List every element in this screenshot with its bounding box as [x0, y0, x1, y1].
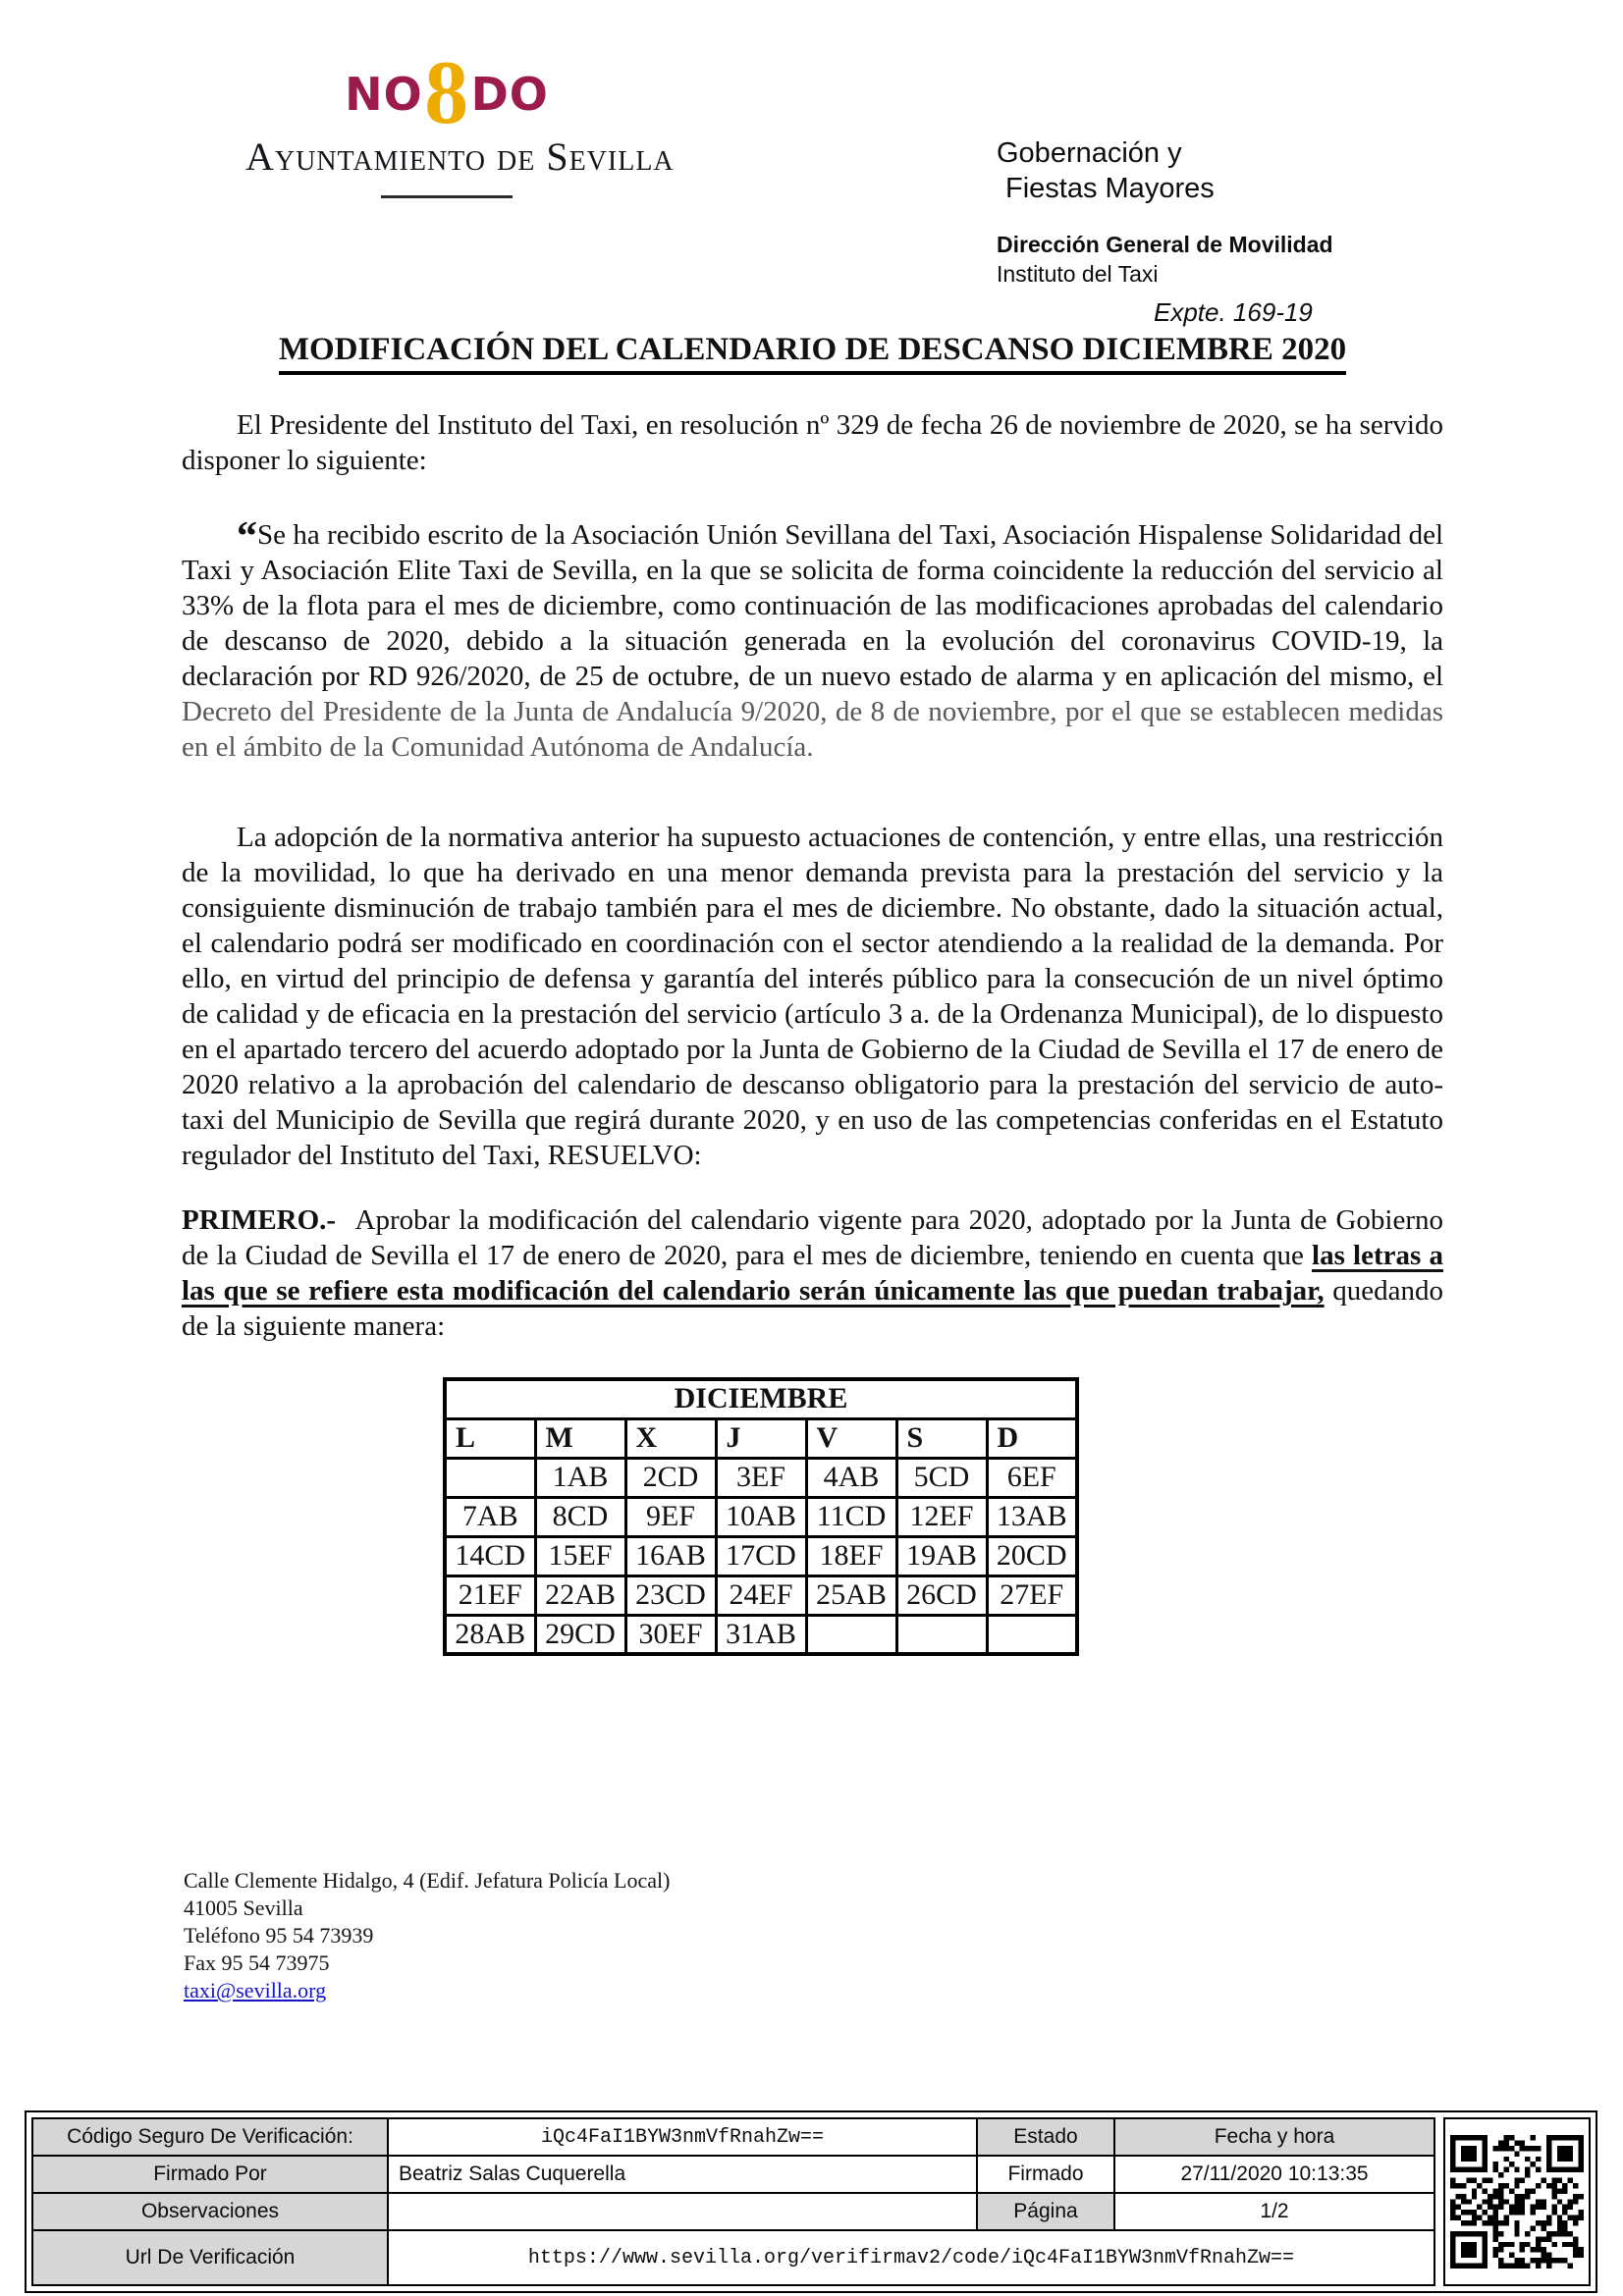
calendar-cell: 3EF	[716, 1458, 806, 1497]
calendar-cell: 24EF	[716, 1575, 806, 1615]
calendar-cell: 11CD	[806, 1497, 896, 1536]
primero-emphasis: las letras a las que se refiere esta modificación del calendario serán únicamente las que puedan trabajar,	[182, 1240, 1443, 1307]
calendar-cell: 22AB	[535, 1575, 625, 1615]
quote-text: Se ha recibido escrito de la Asociación Unión Sevillana del Taxi, Asociación Hispalense Solidaridad del Taxi y Asociación Elite Taxi de Sevilla, en la que se solicita de forma coincidente la reducción del servicio al 33% de la flota para el mes de diciembre, como continuación de las modificaciones aprobadas del calendario de descanso de 2020, debido a la situación generada en la evolución del coronavirus COVID-19, la declaración por RD 926/2020, de 25 de octubre, de un nuevo estado de alarma y en aplicación del mismo, el	[182, 519, 1443, 692]
address-street: Calle Clemente Hidalgo, 4 (Edif. Jefatura Policía Local)	[184, 1868, 671, 1893]
day-header-J: J	[716, 1418, 806, 1458]
calendar-cell	[896, 1615, 987, 1654]
primero-label: PRIMERO.-	[182, 1204, 337, 1236]
nosdo-madeja-icon: 8	[423, 46, 470, 142]
calendar-day-header-row	[445, 1418, 1077, 1458]
verification-row	[32, 2118, 1434, 2156]
fecha-hora-value: 27/11/2020 10:13:35	[1114, 2156, 1434, 2193]
observaciones-value	[388, 2193, 977, 2230]
calendar-cell: 23CD	[625, 1575, 716, 1615]
direction-general: Dirección General de Movilidad	[997, 232, 1333, 257]
calendar-cell: 29CD	[535, 1615, 625, 1654]
nosdo-no: NO	[345, 68, 423, 121]
calendar-cell: 2CD	[625, 1458, 716, 1497]
day-header-X: X	[625, 1418, 716, 1458]
intro-paragraph: El Presidente del Instituto del Taxi, en resolución nº 329 de fecha 26 de noviembre de 2020, se ha servido disponer lo siguiente:	[182, 409, 1443, 476]
calendar-month-title: DICIEMBRE	[445, 1379, 1077, 1418]
calendar-cell: 1AB	[535, 1458, 625, 1497]
calendar-cell: 30EF	[625, 1615, 716, 1654]
calendar-cell: 6EF	[987, 1458, 1077, 1497]
verification-row	[32, 2193, 1434, 2230]
december-calendar-table	[443, 1377, 1079, 1656]
day-header-S: S	[896, 1418, 987, 1458]
logo-rule	[381, 195, 513, 198]
calendar-cell: 26CD	[896, 1575, 987, 1615]
csv-value: iQc4FaI1BYW3nmVfRnahZw==	[388, 2118, 977, 2156]
estado-value: Firmado	[977, 2156, 1114, 2193]
quote-paragraph	[182, 514, 1443, 765]
calendar-cell: 4AB	[806, 1458, 896, 1497]
calendar-cell: 20CD	[987, 1536, 1077, 1575]
signature-verification-strip	[25, 2110, 1597, 2293]
document-body	[182, 332, 1443, 1656]
day-header-L: L	[445, 1418, 535, 1458]
address-phone: Teléfono 95 54 73939	[184, 1923, 374, 1948]
day-header-D: D	[987, 1418, 1077, 1458]
calendar-week-row	[445, 1458, 1077, 1497]
primero-text-after: quedando de la siguiente manera:	[182, 1275, 1444, 1342]
calendar-title-row	[445, 1379, 1077, 1418]
primero-text-before: Aprobar la modificación del calendario vigente para 2020, adoptado por la Junta de Gobierno de la Ciudad de Sevilla el 17 de enero de 2020, para el mes de diciembre, teniendo en cuenta que	[182, 1204, 1443, 1271]
nosdo-emblem-icon	[245, 46, 648, 142]
calendar-cell: 13AB	[987, 1497, 1077, 1536]
department-name-line1: Gobernación y	[997, 137, 1182, 169]
pagina-value: 1/2	[1114, 2193, 1434, 2230]
calendar-cell: 25AB	[806, 1575, 896, 1615]
calendar-week-row	[445, 1575, 1077, 1615]
normativa-paragraph: La adopción de la normativa anterior ha supuesto actuaciones de contención, y entre ellas, una restricción de la movilidad, lo que ha derivado en una menor demanda prevista para la prestación del servicio y la consiguiente disminución de trabajo también para el mes de diciembre. No obstante, dado la situación actual, el calendario podrá ser modificado en coordinación con el sector atendiendo a la realidad de la demanda. Por ello, en virtud del principio de defensa y garantía del interés público para la consecución de un nivel óptimo de calidad y de eficacia en la prestación del servicio (artículo 3 a. de la Ordenanza Municipal), de lo dispuesto en el apartado tercero del acuerdo adoptado por la Junta de Gobierno de la Ciudad de Sevilla el 17 de enero de 2020 relativo a la aprobación del calendario de descanso obligatorio para la prestación del servicio de auto-taxi del Municipio de Sevilla que regirá durante 2020, y en uso de las competencias conferidas en el Estatuto regulador del Instituto del Taxi, RESUELVO:	[182, 822, 1443, 1171]
calendar-cell: 15EF	[535, 1536, 625, 1575]
calendar-cell: 12EF	[896, 1497, 987, 1536]
url-label: Url De Verificación	[32, 2230, 388, 2285]
calendar-cell: 21EF	[445, 1575, 535, 1615]
calendar-cell	[987, 1615, 1077, 1654]
pagina-label: Página	[977, 2193, 1114, 2230]
estado-label: Estado	[977, 2118, 1114, 2156]
opening-quote-mark: “	[237, 514, 257, 560]
verification-table	[31, 2117, 1435, 2286]
calendar-cell: 9EF	[625, 1497, 716, 1536]
document-title: MODIFICACIÓN DEL CALENDARIO DE DESCANSO DICIEMBRE 2020	[182, 332, 1443, 368]
calendar-cell: 19AB	[896, 1536, 987, 1575]
calendar-cell: 16AB	[625, 1536, 716, 1575]
calendar-cell: 5CD	[896, 1458, 987, 1497]
firmado-por-label: Firmado Por	[32, 2156, 388, 2193]
observaciones-label: Observaciones	[32, 2193, 388, 2230]
expediente-number: Expte. 169-19	[1154, 297, 1313, 327]
calendar-cell: 10AB	[716, 1497, 806, 1536]
calendar-cell: 27EF	[987, 1575, 1077, 1615]
quote-text-decree: Decreto del Presidente de la Junta de Andalucía 9/2020, de 8 de noviembre, por el que se establecen medidas en el ámbito de la Comunidad Autónoma de Andalucía.	[182, 696, 1443, 763]
calendar-week-row	[445, 1615, 1077, 1654]
calendar-cell	[445, 1458, 535, 1497]
day-header-M: M	[535, 1418, 625, 1458]
department-name-line2: Fiestas Mayores	[1005, 173, 1215, 204]
url-value: https://www.sevilla.org/verifirmav2/code/iQc4FaI1BYW3nmVfRnahZw==	[388, 2230, 1434, 2285]
calendar-cell	[806, 1615, 896, 1654]
sevilla-city-logo	[245, 46, 675, 198]
calendar-week-row	[445, 1497, 1077, 1536]
calendar-cell: 31AB	[716, 1615, 806, 1654]
calendar-week-row	[445, 1536, 1077, 1575]
address-city: 41005 Sevilla	[184, 1896, 303, 1920]
calendar-cell: 17CD	[716, 1536, 806, 1575]
email-link[interactable]: taxi@sevilla.org	[184, 1978, 327, 2002]
primero-paragraph	[182, 1202, 1443, 1344]
calendar-cell: 7AB	[445, 1497, 535, 1536]
logo-caption: Ayuntamiento de Sevilla	[245, 134, 675, 179]
qr-code	[1443, 2117, 1591, 2286]
department-block	[997, 137, 1333, 328]
day-header-V: V	[806, 1418, 896, 1458]
calendar-cell: 28AB	[445, 1615, 535, 1654]
office-address-block	[184, 1867, 670, 2004]
institute-name: Instituto del Taxi	[997, 261, 1159, 287]
nosdo-do: DO	[470, 68, 549, 121]
verification-row	[32, 2230, 1434, 2285]
qr-code-icon	[1450, 2135, 1584, 2269]
csv-label: Código Seguro De Verificación:	[32, 2118, 388, 2156]
calendar-cell: 14CD	[445, 1536, 535, 1575]
calendar-cell: 8CD	[535, 1497, 625, 1536]
calendar-cell: 18EF	[806, 1536, 896, 1575]
firmado-por-value: Beatriz Salas Cuquerella	[388, 2156, 977, 2193]
address-fax: Fax 95 54 73975	[184, 1950, 330, 1975]
verification-row	[32, 2156, 1434, 2193]
fecha-hora-label: Fecha y hora	[1114, 2118, 1434, 2156]
